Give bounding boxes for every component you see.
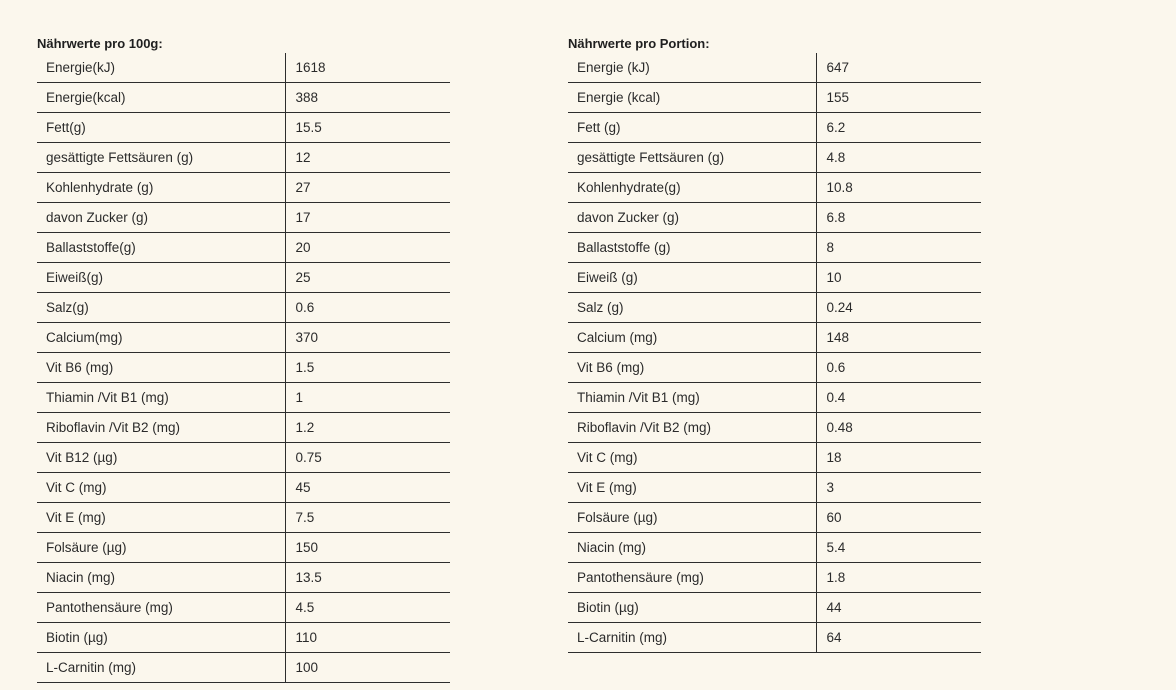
nutrition-per-100g-table: [37, 53, 450, 683]
table-row: [568, 563, 981, 593]
nutrient-label: Riboflavin /Vit B2 (mg): [37, 413, 285, 443]
nutrient-value: 60: [816, 503, 981, 533]
nutrient-value: 7.5: [285, 503, 450, 533]
table-row: [37, 563, 450, 593]
nutrient-label: Riboflavin /Vit B2 (mg): [568, 413, 816, 443]
nutrient-label: Vit C (mg): [568, 443, 816, 473]
table-row: [37, 383, 450, 413]
nutrient-label: Vit E (mg): [37, 503, 285, 533]
table-row: [37, 113, 450, 143]
nutrient-value: 1618: [285, 53, 450, 83]
nutrient-value: 0.24: [816, 293, 981, 323]
nutrient-value: 17: [285, 203, 450, 233]
nutrient-value: 15.5: [285, 113, 450, 143]
nutrient-label: gesättigte Fettsäuren (g): [568, 143, 816, 173]
table-row: [568, 83, 981, 113]
table-row: [37, 323, 450, 353]
nutrient-label: Vit E (mg): [568, 473, 816, 503]
table-row: [37, 593, 450, 623]
nutrient-label: Vit C (mg): [37, 473, 285, 503]
table-row: [37, 503, 450, 533]
table-row: [37, 263, 450, 293]
nutrient-value: 13.5: [285, 563, 450, 593]
nutrient-value: 647: [816, 53, 981, 83]
nutrient-label: Niacin (mg): [568, 533, 816, 563]
nutrient-label: Calcium(mg): [37, 323, 285, 353]
nutrient-label: Energie (kcal): [568, 83, 816, 113]
nutrient-value: 6.2: [816, 113, 981, 143]
nutrient-label: Kohlenhydrate (g): [37, 173, 285, 203]
nutrient-value: 3: [816, 473, 981, 503]
table-row: [37, 233, 450, 263]
nutrient-value: 0.48: [816, 413, 981, 443]
nutrient-value: 8: [816, 233, 981, 263]
nutrient-label: davon Zucker (g): [37, 203, 285, 233]
table-row: [568, 233, 981, 263]
nutrient-label: Kohlenhydrate(g): [568, 173, 816, 203]
nutrient-value: 1.2: [285, 413, 450, 443]
nutrient-value: 388: [285, 83, 450, 113]
nutrient-label: Energie (kJ): [568, 53, 816, 83]
nutrient-value: 155: [816, 83, 981, 113]
nutrient-label: Pantothensäure (mg): [568, 563, 816, 593]
table-row: [568, 143, 981, 173]
table-row: [37, 143, 450, 173]
nutrition-per-portion-title: Nährwerte pro Portion:: [568, 36, 710, 51]
nutrient-value: 10.8: [816, 173, 981, 203]
table-row: [37, 623, 450, 653]
table-row: [568, 503, 981, 533]
table-row: [37, 173, 450, 203]
nutrient-value: 1.5: [285, 353, 450, 383]
table-row: [37, 473, 450, 503]
nutrient-value: 0.4: [816, 383, 981, 413]
nutrient-label: Thiamin /Vit B1 (mg): [37, 383, 285, 413]
table-row: [37, 203, 450, 233]
nutrient-label: Biotin (µg): [568, 593, 816, 623]
table-row: [37, 53, 450, 83]
table-row: [568, 263, 981, 293]
nutrient-value: 20: [285, 233, 450, 263]
nutrient-label: Biotin (µg): [37, 623, 285, 653]
nutrient-value: 0.75: [285, 443, 450, 473]
nutrient-label: davon Zucker (g): [568, 203, 816, 233]
table-row: [568, 473, 981, 503]
table-row: [568, 383, 981, 413]
table-row: [37, 293, 450, 323]
nutrient-label: Energie(kcal): [37, 83, 285, 113]
nutrition-per-100g-title: Nährwerte pro 100g:: [37, 36, 163, 51]
nutrient-value: 0.6: [816, 353, 981, 383]
nutrient-value: 18: [816, 443, 981, 473]
table-row: [568, 53, 981, 83]
nutrient-label: Salz (g): [568, 293, 816, 323]
nutrient-label: L-Carnitin (mg): [568, 623, 816, 653]
nutrient-label: Vit B6 (mg): [37, 353, 285, 383]
nutrient-label: Fett(g): [37, 113, 285, 143]
table-row: [37, 653, 450, 683]
nutrient-label: Calcium (mg): [568, 323, 816, 353]
nutrient-label: Ballaststoffe (g): [568, 233, 816, 263]
nutrient-value: 64: [816, 623, 981, 653]
table-row: [568, 203, 981, 233]
nutrient-value: 12: [285, 143, 450, 173]
table-row: [568, 533, 981, 563]
table-row: [568, 323, 981, 353]
nutrient-label: gesättigte Fettsäuren (g): [37, 143, 285, 173]
table-row: [37, 353, 450, 383]
nutrient-value: 44: [816, 593, 981, 623]
nutrient-label: Folsäure (µg): [37, 533, 285, 563]
nutrient-value: 100: [285, 653, 450, 683]
table-row: [568, 293, 981, 323]
table-row: [37, 83, 450, 113]
nutrient-value: 6.8: [816, 203, 981, 233]
table-row: [568, 113, 981, 143]
nutrient-label: Eiweiß(g): [37, 263, 285, 293]
nutrient-value: 25: [285, 263, 450, 293]
table-row: [568, 173, 981, 203]
nutrient-label: Ballaststoffe(g): [37, 233, 285, 263]
table-row: [568, 623, 981, 653]
nutrient-value: 148: [816, 323, 981, 353]
nutrient-value: 10: [816, 263, 981, 293]
nutrient-label: Eiweiß (g): [568, 263, 816, 293]
nutrient-value: 110: [285, 623, 450, 653]
nutrition-per-portion-table: [568, 53, 981, 653]
nutrient-value: 0.6: [285, 293, 450, 323]
nutrient-label: Pantothensäure (mg): [37, 593, 285, 623]
nutrient-value: 1: [285, 383, 450, 413]
nutrient-value: 370: [285, 323, 450, 353]
table-row: [37, 443, 450, 473]
table-row: [568, 443, 981, 473]
nutrient-label: Salz(g): [37, 293, 285, 323]
nutrient-value: 5.4: [816, 533, 981, 563]
nutrient-value: 4.8: [816, 143, 981, 173]
nutrition-per-100g-section: [37, 35, 451, 683]
nutrient-label: L-Carnitin (mg): [37, 653, 285, 683]
nutrient-value: 27: [285, 173, 450, 203]
nutrient-value: 45: [285, 473, 450, 503]
nutrient-value: 150: [285, 533, 450, 563]
nutrient-value: 4.5: [285, 593, 450, 623]
nutrient-value: 1.8: [816, 563, 981, 593]
nutrient-label: Vit B6 (mg): [568, 353, 816, 383]
table-row: [37, 533, 450, 563]
table-row: [568, 353, 981, 383]
nutrient-label: Vit B12 (µg): [37, 443, 285, 473]
nutrient-label: Thiamin /Vit B1 (mg): [568, 383, 816, 413]
table-row: [568, 413, 981, 443]
nutrient-label: Fett (g): [568, 113, 816, 143]
nutrition-per-portion-section: [568, 35, 982, 653]
table-row: [568, 593, 981, 623]
table-row: [37, 413, 450, 443]
nutrient-label: Folsäure (µg): [568, 503, 816, 533]
nutrient-label: Energie(kJ): [37, 53, 285, 83]
nutrient-label: Niacin (mg): [37, 563, 285, 593]
